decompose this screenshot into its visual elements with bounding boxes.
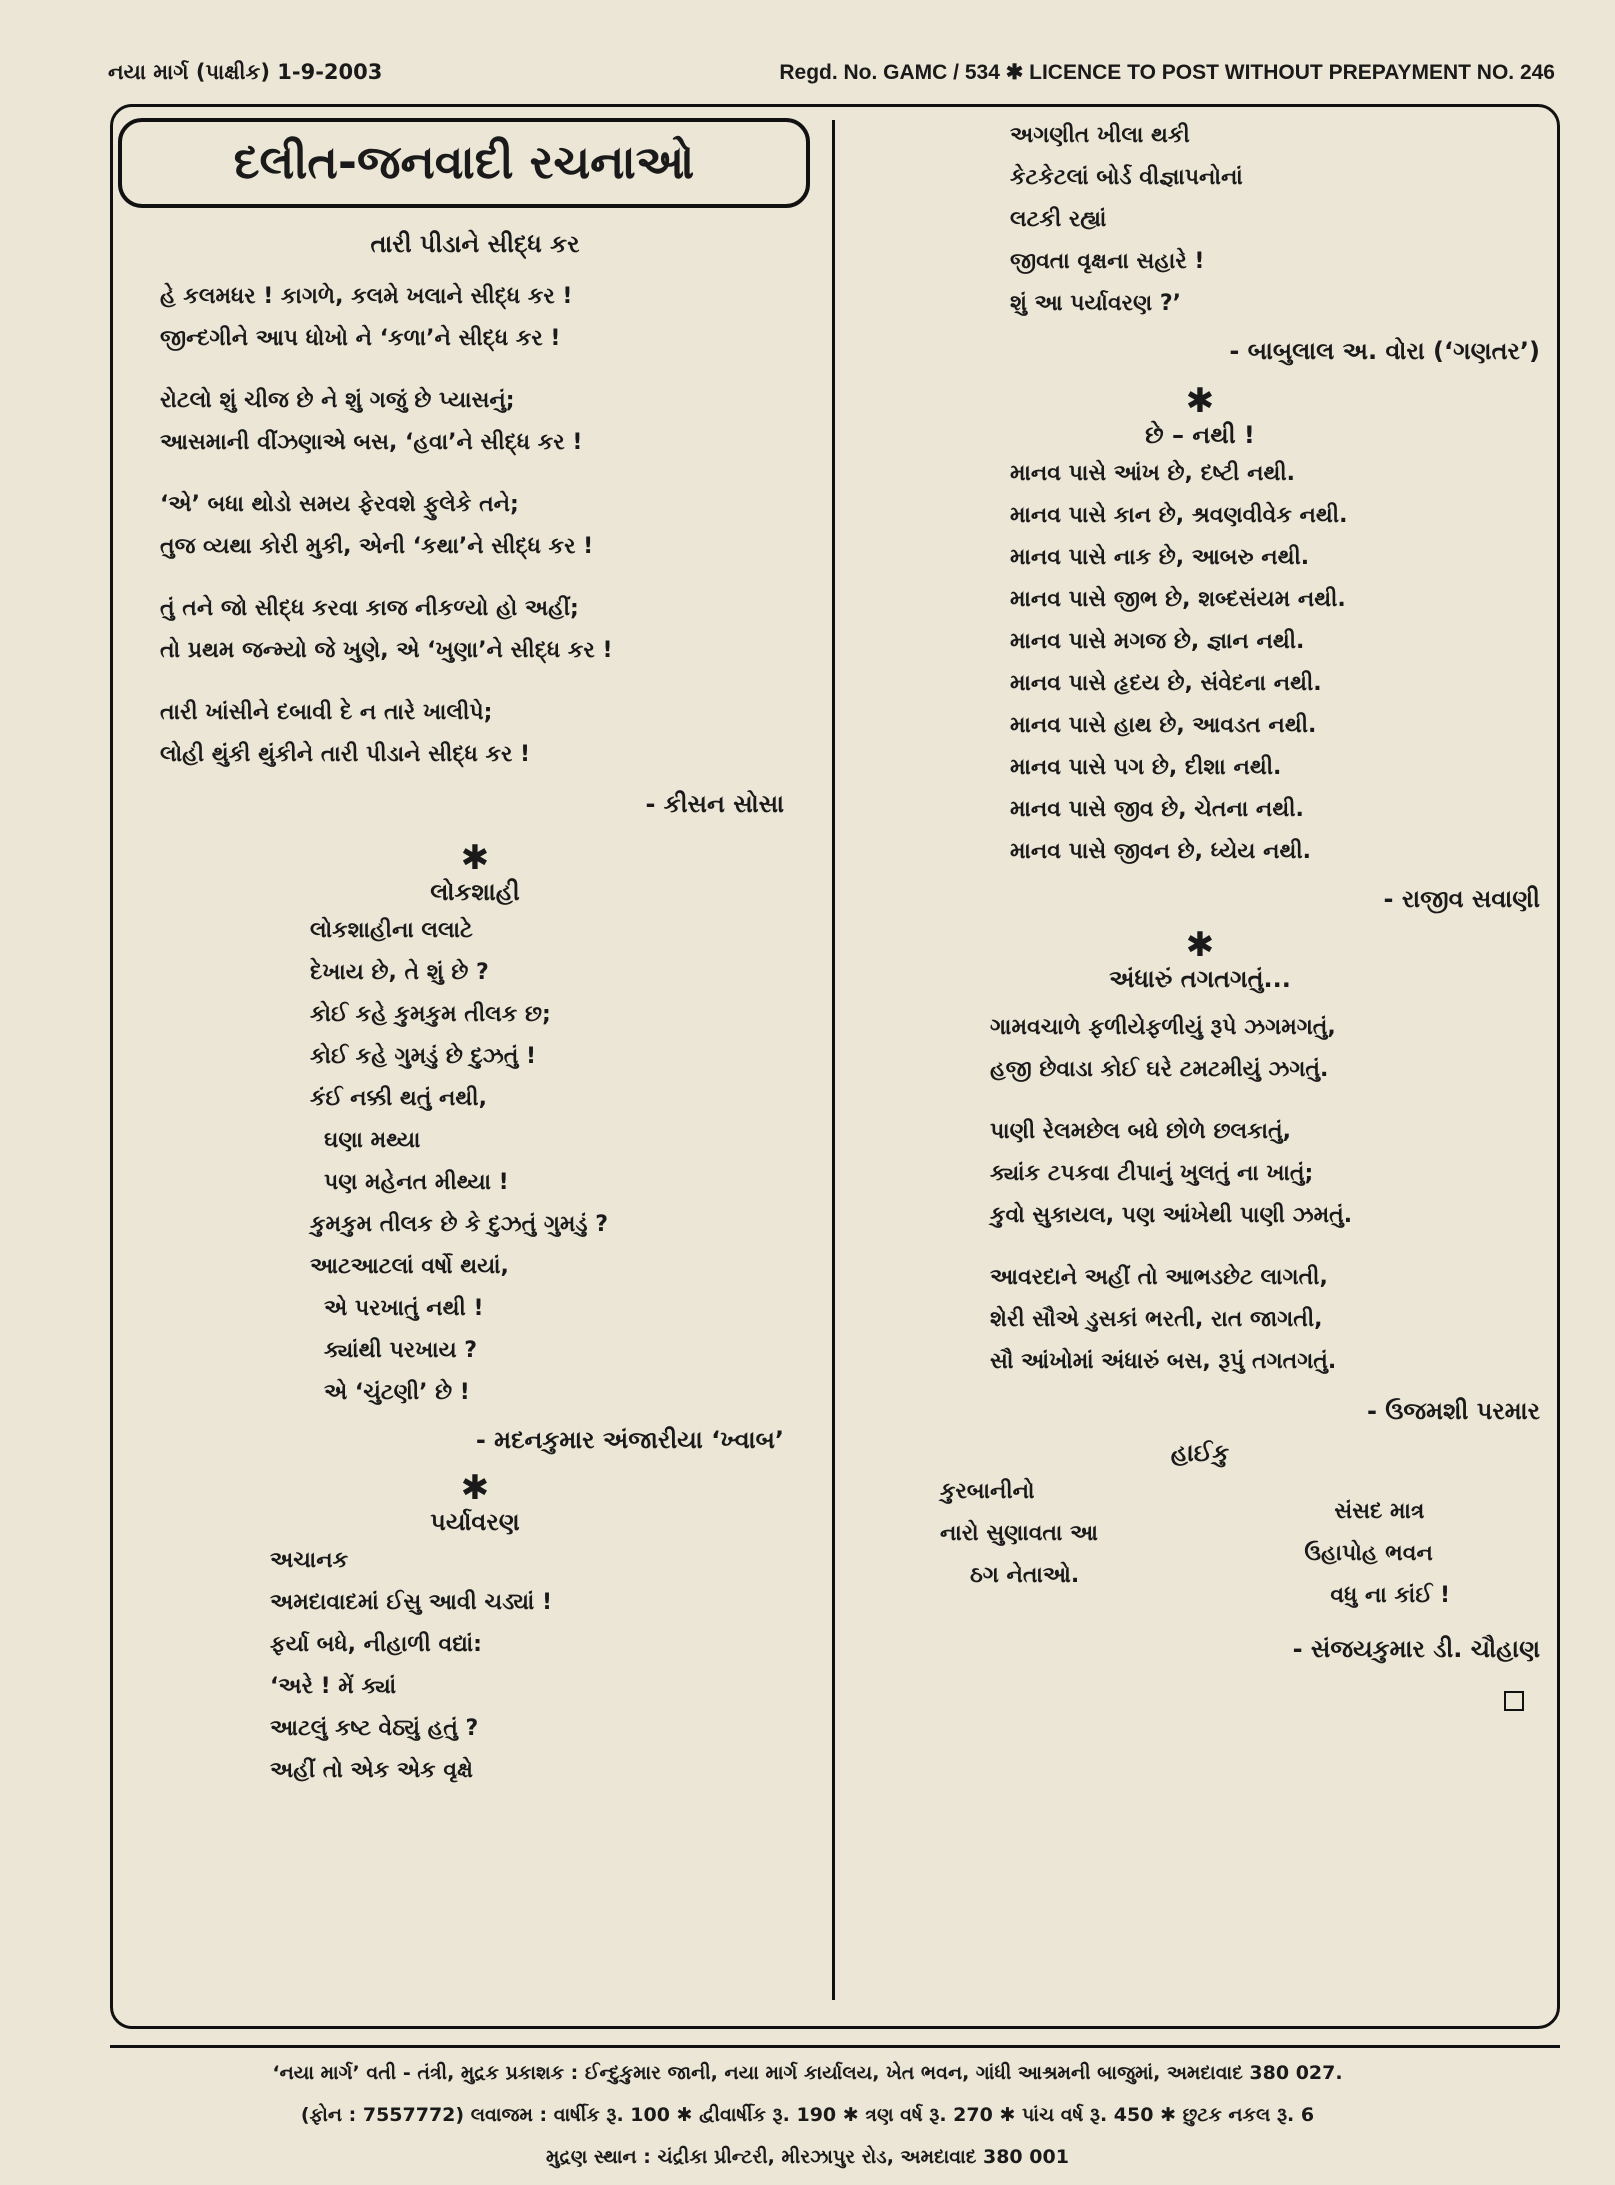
poem-author: - કીસન સોસા xyxy=(645,790,784,818)
footer-publisher-line: ‘નયા માર્ગ’ વતી - તંત્રી, મુદ્રક પ્રકાશક : ઈન્દુકુમાર જાની, નયા માર્ગ કાર્યાલય, ખેત ભવન, ગાંધી આશ્રમની બાજુમાં, અમદાવાદ 380 027. xyxy=(272,2062,1343,2084)
registration-info: Regd. No. GAMC / 534 ✱ LICENCE TO POST WITHOUT PREPAYMENT NO. 246 xyxy=(779,61,1555,84)
poem-line: માનવ પાસે કાન છે, શ્રવણવીવેક નથી. xyxy=(1010,503,1348,528)
poem-author: - સંજયકુમાર ડી. ચૌહાણ xyxy=(1292,1635,1540,1663)
haiku-row xyxy=(850,1471,1550,1608)
poem-line: કોઈ કહે ગુમડું છે દુઝતું ! xyxy=(310,1044,537,1069)
poem-line: માનવ પાસે પગ છે, દીશા નથી. xyxy=(1010,755,1282,780)
poem-line: અચાનક xyxy=(270,1548,349,1573)
stanza xyxy=(130,484,820,568)
stanza xyxy=(990,1007,1550,1091)
poem-line: કુમકુમ તીલક છે કે દુઝતું ગુમડું ? xyxy=(310,1212,608,1237)
poem-line: ‘અરે ! મેં ક્યાં xyxy=(270,1674,397,1699)
poem-line: નારો સુણાવતા આ xyxy=(940,1521,1099,1546)
poem-line: પાણી રેલમછેલ બધે છોળે છલકાતું, xyxy=(990,1119,1291,1144)
poem-author: - મદનકુમાર અંજારીયા ‘ખ્વાબ’ xyxy=(475,1426,784,1454)
poem-body xyxy=(850,115,1550,325)
poem-line: માનવ પાસે હૃદય છે, સંવેદના નથી. xyxy=(1010,671,1322,696)
poem-line: તો પ્રથમ જન્મ્યો જે ખુણે, એ ‘ખુણા’ને સીદ્ધ કર ! xyxy=(160,638,613,663)
poem-line: માનવ પાસે જીભ છે, શબ્દસંયમ નથી. xyxy=(1010,587,1346,612)
poem-line: દેખાય છે, તે શું છે ? xyxy=(310,960,489,985)
haiku xyxy=(940,1471,1098,1597)
poem-line: આટઆટલાં વર્ષો થયાં, xyxy=(310,1254,509,1279)
end-square-icon xyxy=(1504,1691,1524,1711)
right-column xyxy=(850,115,1550,1711)
page-header xyxy=(0,60,1615,96)
poem-line: માનવ પાસે મગજ છે, જ્ઞાન નથી. xyxy=(1010,629,1305,654)
poem-line: શું આ પર્યાવરણ ?’ xyxy=(1010,291,1181,316)
poem-line: કુવો સુકાયલ, પણ આંખેથી પાણી ઝમતું. xyxy=(990,1203,1353,1228)
poem-line: આસમાની વીંઝણાએ બસ, ‘હવા’ને સીદ્ધ કર ! xyxy=(160,430,583,455)
poem-line: સંસદ માત્ર xyxy=(1334,1499,1425,1524)
poem-line: માનવ પાસે હાથ છે, આવડત નથી. xyxy=(1010,713,1317,738)
stanza xyxy=(990,1111,1550,1237)
poem-line: શેરી સૌએ ડુસકાં ભરતી, રાત જાગતી, xyxy=(990,1307,1323,1332)
stanza xyxy=(130,276,820,360)
poem-body xyxy=(130,1540,820,1792)
poem-line: ઘણા મથ્યા xyxy=(324,1128,421,1153)
poem-line: તું તને જો સીદ્ધ કરવા કાજ નીકળ્યો હો અહીં; xyxy=(160,596,579,621)
stanza xyxy=(130,588,820,672)
end-mark-row xyxy=(850,1671,1550,1711)
poem-line: ફર્યા બધે, નીહાળી વદ્યાં: xyxy=(270,1632,482,1657)
separator-star: ✱ xyxy=(460,1468,490,1508)
poem-line: અહીં તો એક એક વૃક્ષે xyxy=(270,1758,474,1783)
left-column xyxy=(130,230,820,1792)
poem-title: હાઈકુ xyxy=(1170,1439,1230,1467)
poem-line: માનવ પાસે નાક છે, આબરુ નથી. xyxy=(1010,545,1310,570)
poem-line: કેટકેટલાં બોર્ડ વીજ્ઞાપનોનાં xyxy=(1010,165,1243,190)
poem-author: - ઉજમશી પરમાર xyxy=(1366,1397,1540,1425)
issue-info: નયા માર્ગ (પાક્ષીક) 1-9-2003 xyxy=(108,60,383,84)
footer-printer-line: મુદ્રણ સ્થાન : ચંદ્રીકા પ્રીન્ટરી, મીરઝાપુર રોડ, અમદાવાદ 380 001 xyxy=(546,2146,1069,2168)
poem-line: એ પરખાતું નથી ! xyxy=(324,1296,484,1321)
poem-line: લોહી થુંકી થુંકીને તારી પીડાને સીદ્ધ કર ! xyxy=(160,742,531,767)
poem-line: અમદાવાદમાં ઈસુ આવી ચડ્યાં ! xyxy=(270,1590,553,1615)
poem-line: માનવ પાસે આંખ છે, દષ્ટી નથી. xyxy=(1010,461,1296,486)
poem-line: રોટલો શું ચીજ છે ને શું ગજું છે પ્યાસનું; xyxy=(160,388,515,413)
poem-title: અંધારું તગતગતું... xyxy=(1109,965,1291,993)
poem-title: લોકશાહી xyxy=(430,878,520,906)
poem-body xyxy=(850,453,1550,873)
footer-subscription-line: (ફોન : 7557772) લવાજમ : વાર્ષીક રૂ. 100 ✱ દ્વીવાર્ષીક રૂ. 190 ✱ ત્રણ વર્ષ રૂ. 270 ✱ પાંચ વર્ષ રૂ. 450 ✱ છુટક નકલ રૂ. 6 xyxy=(300,2104,1315,2126)
haiku xyxy=(1304,1491,1450,1617)
poem-line: જીન્દગીને આપ ધોખો ને ‘કળા’ને સીદ્ધ કર ! xyxy=(160,326,561,351)
page-footer xyxy=(0,2052,1615,2178)
poem-author: - બાબુલાલ અ. વોરા (‘ગણતર’) xyxy=(1229,337,1540,365)
footer-rule xyxy=(110,2045,1560,2048)
poem-line: આટલું કષ્ટ વેઠ્યું હતું ? xyxy=(270,1716,479,1741)
poem-line: એ ‘ચુંટણી’ છે ! xyxy=(324,1380,470,1405)
poem-line: ક્યાંક ટપકવા ટીપાનું ખુલતું ના ખાતું; xyxy=(990,1161,1314,1186)
separator-star: ✱ xyxy=(1185,381,1215,421)
poem-title: તારી પીડાને સીદ્ધ કર xyxy=(370,230,580,258)
poem-line: લોકશાહીના લલાટે xyxy=(310,918,473,943)
poem-line: હે કલમધર ! કાગળે, કલમે ખલાને સીદ્ધ કર ! xyxy=(160,284,573,309)
poem-line: ઉહાપોહ ભવન xyxy=(1304,1541,1433,1566)
poem-line: ગામવચાળે ફળીયેફળીયું રૂપે ઝગમગતું, xyxy=(990,1015,1336,1040)
section-title: દલીત-જનવાદી રચનાઓ xyxy=(233,135,695,189)
poem-line: જીવતા વૃક્ષના સહારે ! xyxy=(1010,249,1205,274)
poem-line: પણ મહેનત મીથ્યા ! xyxy=(324,1170,509,1195)
poem-line: તુજ વ્યથા કોરી મુકી, એની ‘કથા’ને સીદ્ધ કર ! xyxy=(160,534,594,559)
poem-line: સૌ આંખોમાં અંધારું બસ, રૂપું તગતગતું. xyxy=(990,1349,1337,1374)
poem-title: છે – નથી ! xyxy=(1145,421,1255,449)
poem-line: લટકી રહ્યાં xyxy=(1010,207,1107,232)
poem-line: કુરબાનીનો xyxy=(940,1479,1035,1504)
poem-body xyxy=(850,1007,1550,1383)
poem-line: હજી છેવાડા કોઈ ઘરે ટમટમીયું ઝગતું. xyxy=(990,1057,1329,1082)
separator-star: ✱ xyxy=(460,838,490,878)
poem-line: તારી ખાંસીને દબાવી દે ન તારે ખાલીપે; xyxy=(160,700,493,725)
stanza xyxy=(130,692,820,776)
poem-line: વધુ ના કાંઈ ! xyxy=(1330,1583,1450,1608)
poem-body xyxy=(130,910,820,1414)
poem-line: આવરદાને અહીં તો આભડછેટ લાગતી, xyxy=(990,1265,1328,1290)
poem-line: ઠગ નેતાઓ. xyxy=(970,1563,1080,1588)
poem-line: અગણીત ખીલા થકી xyxy=(1010,123,1190,148)
separator-star: ✱ xyxy=(1185,925,1215,965)
stanza xyxy=(990,1257,1550,1383)
poem-line: માનવ પાસે જીવ છે, ચેતના નથી. xyxy=(1010,797,1304,822)
poem-line: માનવ પાસે જીવન છે, ધ્યેય નથી. xyxy=(1010,839,1312,864)
poem-line: કોઈ કહે કુમકુમ તીલક છ; xyxy=(310,1002,551,1027)
poem-line: ‘એ’ બધા થોડો સમય ફેરવશે ફુલેકે તને; xyxy=(160,492,519,517)
poem-author: - રાજીવ સવાણી xyxy=(1383,885,1540,913)
column-divider xyxy=(832,120,835,2000)
poem-line: કંઈ નક્કી થતું નથી, xyxy=(310,1086,487,1111)
section-title-box xyxy=(118,118,810,208)
poem-title: પર્યાવરણ xyxy=(430,1508,520,1536)
stanza xyxy=(130,380,820,464)
poem-line: ક્યાંથી પરખાય ? xyxy=(324,1338,478,1363)
